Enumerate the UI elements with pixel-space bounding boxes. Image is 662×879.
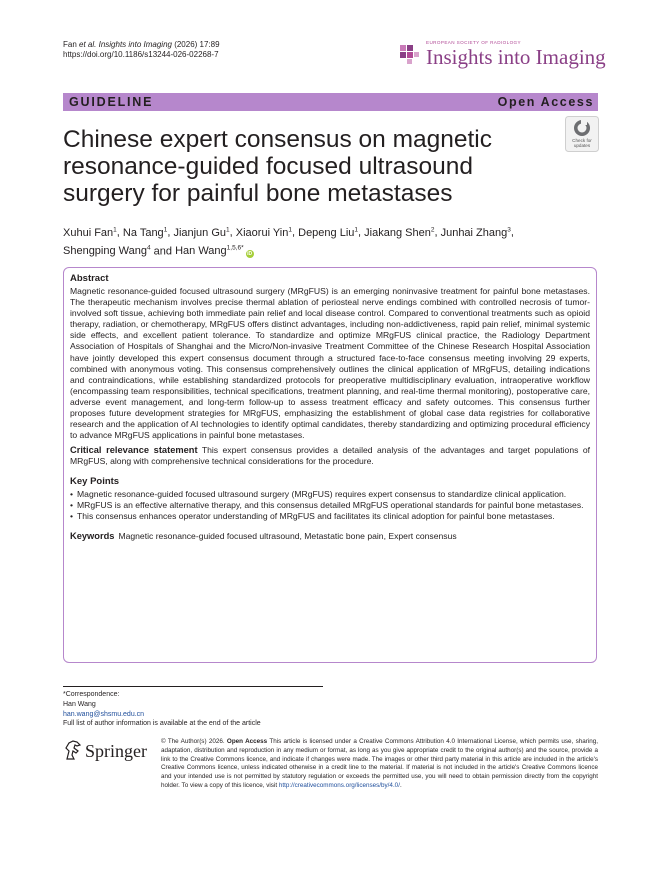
citation-authors: Fan <box>63 40 80 49</box>
author-entry <box>175 245 244 257</box>
author-name[interactable]: Xuhui Fan <box>63 226 114 239</box>
key-points-heading: Key Points <box>70 475 120 487</box>
citation-line <box>63 40 220 50</box>
open-access-label: Open Access <box>497 95 594 109</box>
license-open-access-label: Open Access <box>226 738 268 745</box>
footnote-divider <box>63 686 323 687</box>
license-body: This article is licensed under a Creative Commons Attribution 4.0 International License, which permits use, sharing, adaptation, distribution and reproduction in any medium or format, as long as you give appropriate credit to the original author(s) and the source, provide a link to the Creative Commons licence, and indicate if changes were made. The images or other third party material in this article are included in the article's Creative Commons licence, unless indicated otherwise in a credit line to the material. If material is not included in the article's Creative Commons licence and your intended use is not permitted by statutory regulation or exceeds the permitted use, you will need to obtain permission directly from the copyright holder. To view a copy of this licence, visit <box>161 738 598 789</box>
article-title: Chinese expert consensus on magnetic resonance-guided focused ultrasound surgery for painful bone metastases <box>63 126 493 207</box>
license-end: . <box>399 781 402 789</box>
author-affiliation: 1,5,6* <box>226 244 244 252</box>
author-separator: , <box>229 226 236 239</box>
author-affiliation: 1 <box>288 226 292 233</box>
copyright-line: © The Author(s) 2026. <box>161 738 225 745</box>
check-for-updates-badge[interactable] <box>565 116 599 152</box>
license-text <box>161 738 598 791</box>
author-name[interactable]: Jiakang Shen <box>364 226 431 239</box>
author-name[interactable]: Na Tang <box>122 226 164 239</box>
check-for-updates-line2: updates <box>573 143 591 148</box>
author-entry <box>63 245 151 257</box>
author-separator: , <box>116 226 123 239</box>
author-separator: , <box>358 226 365 239</box>
footnotes <box>63 690 261 729</box>
article-type-label: GUIDELINE <box>69 95 154 109</box>
citation-header <box>63 40 220 60</box>
springer-horse-icon <box>63 739 83 761</box>
author-name[interactable]: Han Wang <box>175 245 227 258</box>
critical-relevance <box>70 445 590 467</box>
abstract-heading: Abstract <box>70 273 109 284</box>
author-affiliation: 1 <box>226 226 230 233</box>
author-separator: , <box>434 226 441 239</box>
author-list <box>63 222 583 259</box>
citation-et-al: et al. <box>79 40 97 49</box>
author-entry <box>123 227 167 239</box>
journal-logo-icon <box>398 42 422 68</box>
check-for-updates-line1: Check for <box>572 138 592 143</box>
critical-relevance-label: Critical relevance statement <box>70 445 198 456</box>
author-name[interactable]: Depeng Liu <box>298 226 355 239</box>
author-affiliation: 1 <box>113 226 117 233</box>
author-separator: and <box>150 245 176 258</box>
critical-relevance-text: This expert consensus provides a detailed analysis of the advantages and target populations of MRgFUS, along with comprehensive technical considerations for the procedure. <box>70 445 590 467</box>
author-affiliation: 1 <box>163 226 168 233</box>
correspondence-email[interactable]: han.wang@shsmu.edu.cn <box>63 710 145 718</box>
author-name[interactable]: Jianjun Gu <box>173 226 227 239</box>
author-entry <box>63 227 117 239</box>
author-entry <box>364 227 434 239</box>
abstract-box <box>63 267 597 663</box>
correspondence-name: Han Wang <box>63 700 96 708</box>
keywords-label: Keywords <box>70 530 115 541</box>
author-info-note: Full list of author information is available at the end of the article <box>63 720 261 728</box>
author-affiliation: 2 <box>430 226 435 233</box>
key-points-list <box>70 489 590 522</box>
doi-link[interactable]: https://doi.org/10.1186/s13244-026-02268-7 <box>63 50 219 59</box>
journal-name: Insights into Imaging <box>426 45 606 69</box>
author-name[interactable]: Xiaorui Yin <box>235 226 289 239</box>
author-entry <box>298 227 358 239</box>
correspondence-label: *Correspondence: <box>63 691 120 698</box>
key-point-item: • MRgFUS is an effective alternative therapy, and this consensus detailed MRgFUS operational standards for painful bone metastases. <box>70 500 590 511</box>
author-name[interactable]: Shengping Wang <box>63 245 147 258</box>
springer-wordmark: Springer <box>85 741 147 761</box>
springer-logo <box>63 738 153 764</box>
author-separator: , <box>167 226 174 239</box>
article-type-banner <box>63 93 598 111</box>
author-affiliation: 3 <box>507 226 511 233</box>
license-url[interactable]: http://creativecommons.org/licenses/by/4.0/ <box>278 781 400 789</box>
citation-journal: Insights into Imaging <box>98 40 172 49</box>
author-entry <box>173 227 229 239</box>
author-separator: , <box>292 226 299 239</box>
author-affiliation: 1 <box>354 226 359 233</box>
abstract-text: Magnetic resonance-guided focused ultrasound surgery (MRgFUS) is an emerging noninvasive treatment for painful bone metastases. The therapeutic mechanism involves precise thermal ablation of periosteal nerve endings combined with controlled necrosis of tumor-involved soft tissue, achieving both immediate pain relief and local disease control. Compared to conventional treatments such as opioid therapy, radiation, or chemotherapy, MRgFUS offers distinct advantages, including non-addictiveness, rapid pain relief, minimal systemic side effects, and excellent patient tolerance. To standardize and optimize MRgFUS clinical practice, the Radiology Department Association of Hospitals of Shanghai and the Micro/Non-invasive Treatment Committee of the Chinese Research Hospital Association have jointly developed this expert consensus document through a structured face-to-face consensus meeting involving 29 experts, combined with anonymous voting. This consensus comprehensively outlines the clinical application of MRgFUS, detailing indications and contraindications, while establishing standardized protocols for preoperative multidisciplinary evaluation, intraoperative workflow (encompassing team responsibilities, technical specifications, treatment planning, and real-time thermal monitoring), postoperative care, adverse event management, and long-term follow-up to assess treatment efficacy and safety outcomes. This consensus further proposes future development strategies for MRgFUS, emphasizing the establishment of global case data registries for collaborative research and the application of AI technologies to identify optimal candidates, thereby standardizing and optimizing procedural efficiency to advance MRgFUS applications in painful bone metastases. <box>70 286 590 441</box>
keywords-text: Magnetic resonance-guided focused ultrasound, Metastatic bone pain, Expert consensus <box>118 530 457 541</box>
key-point-item: • This consensus enhances operator understanding of MRgFUS and facilitates its clinical adoption for painful bone metastases. <box>70 511 590 522</box>
journal-logo <box>398 40 606 70</box>
key-point-item: • Magnetic resonance-guided focused ultrasound surgery (MRgFUS) requires expert consensus to standardize clinical application. <box>70 489 590 500</box>
orcid-icon[interactable]: iD <box>247 251 253 258</box>
author-name[interactable]: Junhai Zhang <box>440 226 508 239</box>
keywords <box>70 531 590 542</box>
author-affiliation: 4 <box>147 244 151 252</box>
author-separator: , <box>510 226 514 239</box>
society-name: EUROPEAN SOCIETY OF RADIOLOGY <box>426 40 521 45</box>
author-entry <box>236 227 292 239</box>
author-entry <box>441 227 511 239</box>
citation-year-volume: (2026) 17:89 <box>171 40 220 49</box>
